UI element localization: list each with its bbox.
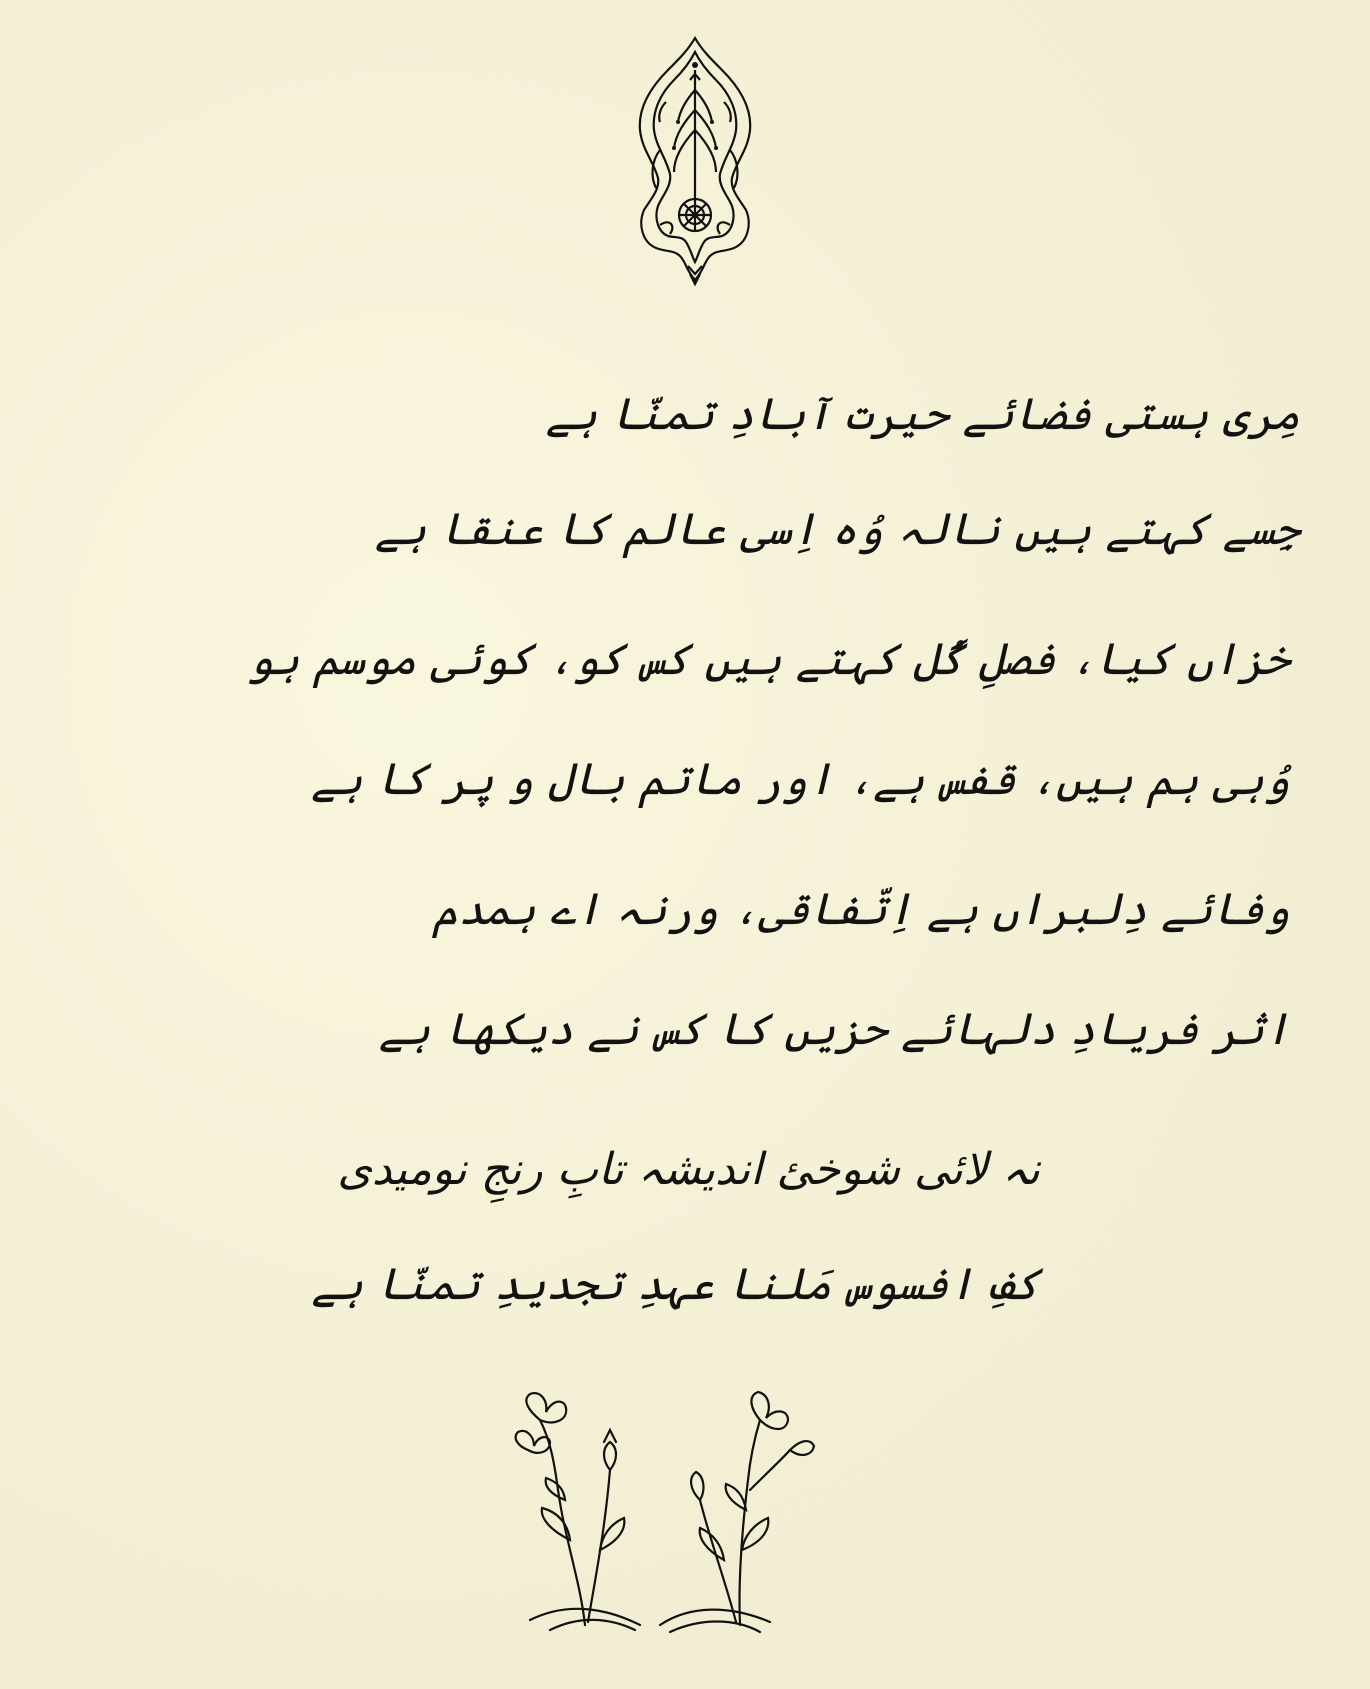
verse-line-2: جِسے کہتے ہیں نالہ وُہ اِسی عالم کا عنقا ہے: [374, 504, 1300, 555]
verse-line-3: خزاں کیا، فصلِ گُل کہتے ہیں کس کو، کوئی موسم ہو: [247, 634, 1290, 685]
verse-line-8: کفِ افسوس مَلنا عہدِ تجدیدِ تمنّا ہے: [311, 1259, 1040, 1310]
flower-pair-icon: [510, 1390, 840, 1640]
verse-line-1: مِری ہستی فضائے حیرت آبادِ تمنّا ہے: [545, 389, 1300, 440]
verse-line-6: اثر فریادِ دلہائے حزیں کا کس نے دیکھا ہے: [378, 1004, 1290, 1055]
verse-line-5: وفائے دِلبراں ہے اِتّفاقی، ورنہ اے ہمدم: [432, 884, 1290, 935]
paisley-ornament-icon: [630, 30, 760, 290]
verse-line-4: وُہی ہم ہیں، قفس ہے، اور ماتم بال و پر کا ہے: [311, 754, 1290, 805]
verse-line-7: نہ لائی شوخئ اندیشہ تابِ رنجِ نومیدی: [337, 1144, 1040, 1195]
